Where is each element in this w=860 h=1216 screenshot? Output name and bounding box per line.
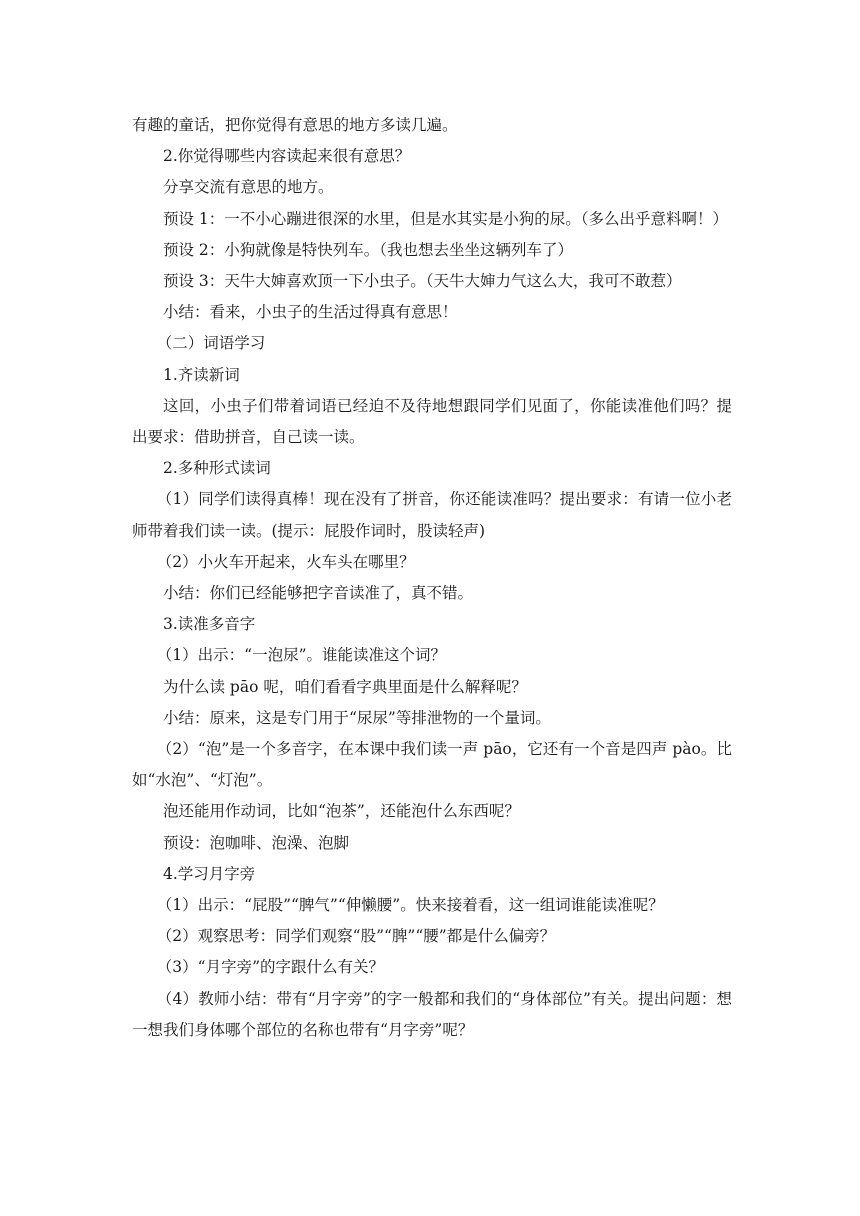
- paragraph-radical-step-3: （3）“月字旁”的字跟什么有关？: [156, 958, 385, 977]
- paragraph-step-2-polyphonic: （2）“泡”是一个多音字，在本课中我们读一声 pāo，它还有一个音是四声 pào。比如“水泡”、“灯泡”。: [132, 740, 732, 790]
- paragraph-read-requirement: 这回，小虫子们带着词语已经迫不及待地想跟同学们见面了，你能读准他们吗？提出要求：借助拼音，自己读一读。: [132, 396, 732, 447]
- paragraph-radical-step-2: （2）观察思考：同学们观察“股”“脾”“腰”都是什么偏旁？: [156, 927, 556, 946]
- document-body: [132, 110, 732, 1046]
- paragraph-question-2: 2.你觉得哪些内容读起来很有意思？: [163, 147, 411, 166]
- subheading-read-new-words: 1.齐读新词: [163, 365, 240, 384]
- paragraph-why-pao: 为什么读 pāo 呢，咱们看看字典里面是什么解释呢？: [163, 677, 527, 696]
- paragraph-summary-2: 小结：你们已经能够把字音读准了，真不错。: [163, 584, 474, 603]
- section-heading-vocabulary: （二）词语学习: [156, 334, 266, 353]
- paragraph-preset-2: 预设 2：小狗就像是特快列车。（我也想去坐坐这辆列车了）: [163, 240, 574, 259]
- paragraph-summary-3: 小结：原来，这是专门用于“尿尿”等排泄物的一个量词。: [163, 708, 551, 727]
- paragraph-preset-pao: 预设：泡咖啡、泡澡、泡脚: [163, 833, 350, 852]
- subheading-moon-radical: 4.学习月字旁: [163, 864, 256, 883]
- paragraph-summary-1: 小结：看来，小虫子的生活过得真有意思！: [163, 303, 458, 322]
- paragraph-step-1-show: （1）出示：“一泡尿”。谁能读准这个词？: [156, 646, 447, 665]
- paragraph-pao-verb: 泡还能用作动词，比如“泡茶”，还能泡什么东西呢？: [163, 802, 520, 821]
- paragraph-fairy-tale-intro: 有趣的童话，把你觉得有意思的地方多读几遍。: [132, 116, 458, 134]
- subheading-polyphonic: 3.读准多音字: [163, 615, 256, 634]
- subheading-multiple-forms: 2.多种形式读词: [163, 459, 271, 478]
- paragraph-step-2-train: （2）小火车开起来，火车头在哪里？: [156, 552, 415, 571]
- paragraph-preset-1: 预设 1：一不小心蹦进很深的水里，但是水其实是小狗的尿。（多么出乎意料啊！）: [163, 209, 729, 228]
- paragraph-preset-3: 预设 3：天牛大婶喜欢顶一下小虫子。（天牛大婶力气这么大，我可不敢惹）: [163, 272, 682, 291]
- paragraph-radical-step-1: （1）出示：“屁股”“脾气”“伸懒腰”。快来接着看，这一组词谁能读准呢？: [156, 896, 664, 915]
- paragraph-step-1-no-pinyin: （1）同学们读得真棒！现在没有了拼音，你还能读准吗？提出要求：有请一位小老师带着我们读一读。(提示：屁股作词时，股读轻声): [132, 490, 732, 540]
- paragraph-share: 分享交流有意思的地方。: [163, 178, 334, 197]
- paragraph-radical-step-4: （4）教师小结：带有“月字旁”的字一般都和我们的“身体部位”有关。提出问题：想一想我们身体哪个部位的名称也带有“月字旁”呢？: [132, 989, 732, 1039]
